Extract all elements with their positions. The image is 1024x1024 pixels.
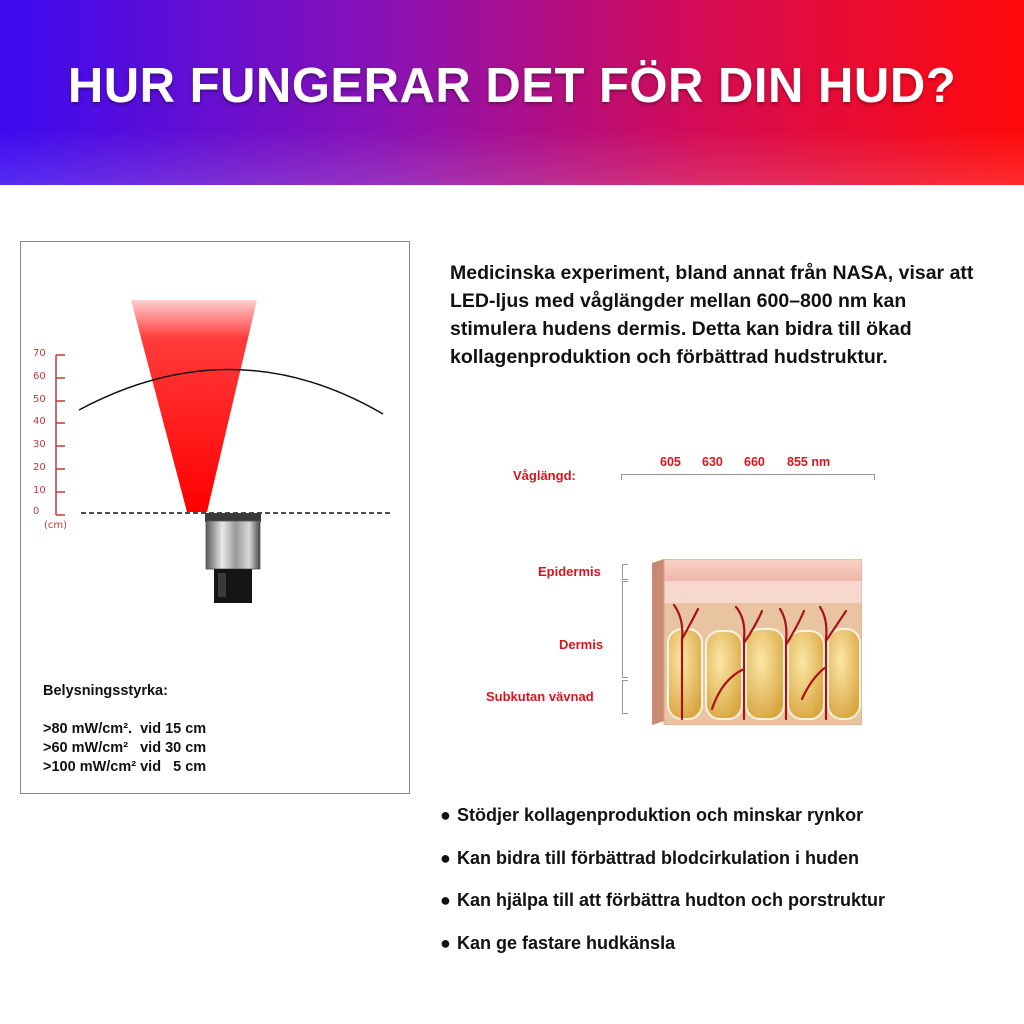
epidermis-bracket <box>622 564 628 580</box>
axis-tick-label: 70 <box>33 348 46 359</box>
axis-unit-label: (cm) <box>44 520 68 531</box>
wavelength-value: 605 <box>660 455 681 469</box>
lamp-body <box>206 521 260 569</box>
axis-tick-label: 60 <box>33 371 46 382</box>
wavelength-value: 660 <box>744 455 765 469</box>
axis-tick-label: 30 <box>33 439 46 450</box>
benefit-text: Kan ge fastare hudkänsla <box>457 932 676 953</box>
header-banner-fade <box>0 130 1024 190</box>
list-item <box>440 848 885 891</box>
illuminance-info <box>43 682 206 777</box>
benefit-text: Stödjer kollagenproduktion och minskar rynkor <box>457 805 864 825</box>
dermis-bracket <box>622 581 628 678</box>
list-item <box>440 805 885 848</box>
benefit-text: Kan bidra till förbättrad blodcirkulation i huden <box>457 847 860 868</box>
lamp-diagram-panel <box>20 241 410 794</box>
light-beam <box>131 300 257 512</box>
list-item <box>440 890 885 933</box>
wavelength-value: 630 <box>702 455 723 469</box>
benefit-text: Kan hjälpa till att förbättra hudton och porstruktur <box>457 890 886 910</box>
illuminance-heading: Belysningsstyrka: <box>43 683 168 699</box>
list-item <box>440 933 885 976</box>
axis-tick-label: 20 <box>33 462 46 473</box>
skin-layer-label-epidermis: Epidermis <box>538 564 601 579</box>
skin-layer-label-dermis: Dermis <box>559 637 604 652</box>
illuminance-row: >60 mW/cm² vid 30 cm <box>43 740 207 756</box>
wavelength-label: Våglängd: <box>513 468 576 483</box>
skin-cross-section <box>652 559 862 725</box>
bullet-icon: ● <box>440 805 451 825</box>
skin-layer-label-subcutaneous: Subkutan vävnad <box>486 689 594 704</box>
bullet-icon: ● <box>440 847 451 868</box>
subcutaneous-bracket <box>622 680 628 714</box>
axis-tick-label: 40 <box>33 416 46 427</box>
axis-tick-label: 0 <box>33 506 40 517</box>
page-title: HUR FUNGERAR DET FÖR DIN HUD? <box>67 59 957 113</box>
intro-text: Medicinska experiment, bland annat från NASA, visar att LED-ljus med våglängder mellan 600–800 nm kan stimulera hudens dermis. Detta kan bidra till ökad kollagenproduktion och förbättrad hudstruktur. <box>450 262 974 368</box>
distance-ruler <box>56 355 65 515</box>
wavelength-scale-line <box>621 474 875 480</box>
illuminance-row: >100 mW/cm² vid 5 cm <box>43 759 207 775</box>
bullet-icon: ● <box>440 932 451 953</box>
wavelength-value: 855 nm <box>787 455 831 469</box>
axis-tick-label: 10 <box>33 485 46 496</box>
bullet-icon: ● <box>440 890 451 910</box>
benefits-list <box>440 805 885 975</box>
axis-tick-label: 50 <box>33 394 46 405</box>
illuminance-row: >80 mW/cm². vid 15 cm <box>43 721 207 737</box>
